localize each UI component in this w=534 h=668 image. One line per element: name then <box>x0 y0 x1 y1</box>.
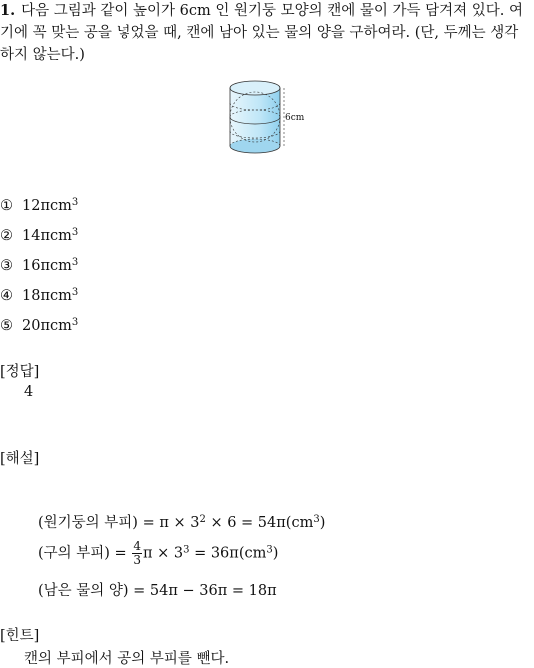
hint-text: 캔의 부피에서 공의 부피를 뺀다. <box>24 651 230 667</box>
choice-3[interactable]: ③ 16πcm$^3$ <box>0 257 79 274</box>
explanation-label: [해설] <box>0 451 40 467</box>
fraction: $\frac{4}{3}$ <box>133 539 141 567</box>
equation-cylinder-volume: (원기둥의 부피) = $\pi \times 3^2 \times 6 = 54\pi(cm^3)$ <box>38 514 326 531</box>
question-body: 다음 그림과 같이 높이가 6cm 인 원기둥 모양의 캔에 물이 가득 담겨져 있다. 여기에 꼭 맞는 공을 넣었을 때, 캔에 남아 있는 물의 양을 구하여라. (단, 두께는 생각하지 않는다.) <box>0 3 523 63</box>
question-text <box>0 0 530 66</box>
choice-1[interactable]: ① 12πcm$^3$ <box>0 197 79 214</box>
equation-remaining-water: (남은 물의 양) = 54π − 36π = 18π <box>38 583 277 599</box>
height-label: 6cm <box>285 113 305 123</box>
cylinder-ball-icon <box>222 76 312 156</box>
choice-4[interactable]: ④ 18πcm$^3$ <box>0 287 79 304</box>
question-number: 1. <box>0 2 16 19</box>
cylinder-figure <box>222 76 312 160</box>
choice-2[interactable]: ② 14πcm$^3$ <box>0 227 79 244</box>
answer-value: 4 <box>24 384 34 400</box>
answer-label: [정답] <box>0 364 40 380</box>
choice-5[interactable]: ⑤ 20πcm$^3$ <box>0 317 79 334</box>
equation-sphere-volume: (구의 부피) = $\frac{4}{3}$ $\pi \times 3^3 = 36\pi(cm^3)$ <box>38 539 279 567</box>
hint-label: [힌트] <box>0 628 40 644</box>
